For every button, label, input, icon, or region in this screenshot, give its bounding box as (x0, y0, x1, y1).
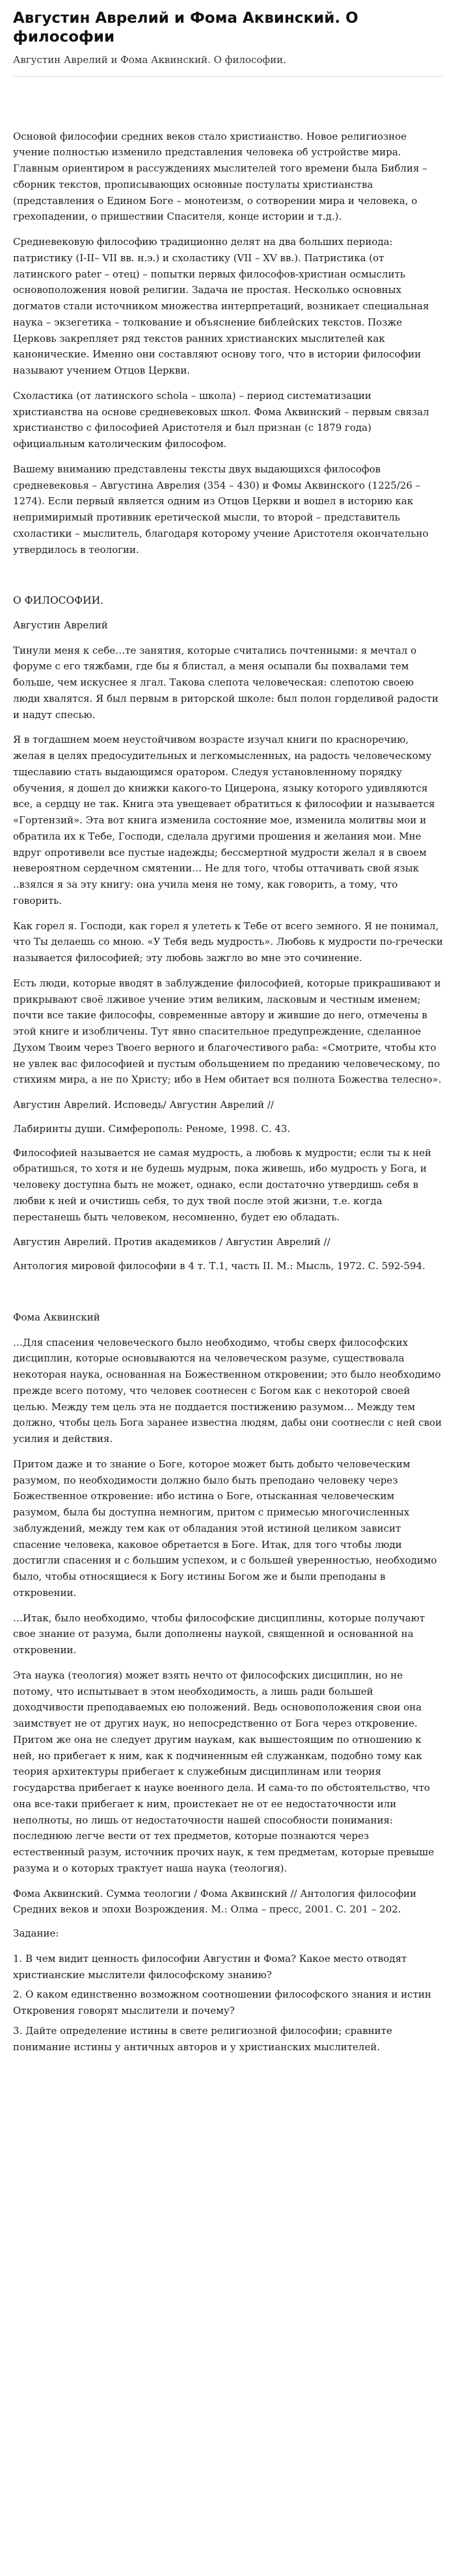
source-reference: Августин Аврелий. Исповедь/ Августин Аврелий // (13, 1099, 274, 1111)
quote-paragraph: Философией называется не самая мудрость, а любовь к мудрости; если ты к ней обратишься, то хотя и не будешь мудрым, пока живешь, ибо мудрость у Бога, и человеку доступна быть не может, однако, если достаточно утвердишь себя в любви к ней и очистишь себя, то дух твой после этой жизни, т.е. когда перестанешь быть человеком, несомненно, будет ею обладать. (13, 1146, 432, 1223)
quote-paragraph: …Итак, было необходимо, чтобы философские дисциплины, которые получают свое знание от разума, были дополнены наукой, священной и основанной на откровении. (13, 1612, 425, 1656)
tasks-label: Задание: (13, 1927, 59, 1940)
task-item: 1. В чем видит ценность философии Августин и Фома? Какое место отводят христианские мыслители философскому знанию? (13, 1952, 407, 1981)
section-heading: О ФИЛОСОФИИ. (13, 595, 104, 607)
intro-paragraph: Вашему вниманию представлены тексты двух выдающихся философов средневековья – Августина Аврелия (354 – 430) и Фомы Аквинского (1225/26 – 1274). Если первый является одним из Отцов Церкви и вошел в историю как непримиримый противник еретической мысли, то второй – представитель схоластики – мыслитель, благодаря которому учение Аристотеля окончательно утвердилось в теологии. (13, 463, 429, 556)
quote-paragraph: Как горел я. Господи, как горел я улететь к Тебе от всего земного. Я не понимал, что Ты делаешь со мною. «У Тебя ведь мудрость». Любовь к мудрости по-гречески называется философией; эту любовь зажгло во мне это сочинение. (13, 920, 443, 964)
intro-paragraph: Основой философии средних веков стало христианство. Новое религиозное учение полностью изменило представления человека об устройстве мира. Главным ориентиром в рассуждениях мыслителей того времени была Библия – сборник текстов, прописывающих основные постулаты христианства (представления о Едином Боге – монотеизм, о сотворении мира и человека, о грехопадении, о пришествии Спасителя, конце истории и т.д.). (13, 130, 427, 223)
quote-paragraph: Притом даже и то знание о Боге, которое может быть добыто человеческим разумом, по необходимости должно было быть преподано человеку через Божественное откровение: ибо истина о Боге, отысканная человеческим разумом, была бы доступна немногим, притом с примесью многочисленных заблуждений, между тем как от обладания этой истиной целиком зависит спасение человека, каковое обретается в Боге. Итак, для того чтобы люди достигли спасения и с большим успехом, и с большей уверенностью, необходимо было, чтобы относящиеся к Богу истины Богом же и были преподаны в откровении. (13, 1458, 437, 1599)
intro-paragraph: Схоластика (от латинского schola – школа) – период систематизации христианства на основе средневековых школ. Фома Аквинский – первым связал христианство с философией Аристотеля и был признан (с 1879 года) официальным католическим философом. (13, 389, 429, 450)
divider (13, 76, 443, 77)
quote-paragraph: Есть люди, которые вводят в заблуждение философией, которые прикрашивают и прикрывают своё лживое учение этим великим, ласковым и честным именем; почти все такие философы, современные автору и жившие до него, отмечены в этой книге и изобличены. Тут явно спасительное предупреждение, сделанное Духом Твоим через Твоего верного и благочестивого раба: «Смотрите, чтобы кто не увлек вас философией и пустым обольщением по преданию человеческому, по стихиям мира, а не по Христу; ибо в Нем обитает вся полнота Божества телесно». (13, 977, 442, 1086)
intro-section (13, 129, 443, 558)
author-name: Фома Аквинский (13, 1311, 100, 1323)
source-reference: Фома Аквинский. Сумма теологии / Фома Аквинский // Антология философии Средних веков и эпохи Возрождения. М.: Олма – пресс, 2001. С. 201 – 202. (13, 1887, 417, 1916)
intro-paragraph: Средневековую философию традиционно делят на два больших периода: патристику (I-II– VII вв. н.э.) и схоластику (VII – XV вв.). Патристика (от латинского pater – отец) – попытки первых философов-христиан осмыслить основоположения новой религии. Задача не простая. Несколько основных догматов стали источником множества интерпретаций, возникает специальная наука – экзегетика – толкование и объяснение библейских текстов. Позже Церковь закрепляет ряд текстов ранних христианских мыслителей как канонические. Именно они составляют основу того, что в истории философии называют учением Отцов Церкви. (13, 236, 429, 376)
source-reference: Августин Аврелий. Против академиков / Августин Аврелий // (13, 1236, 330, 1248)
source-reference: Антология мировой философии в 4 т. Т.1, часть II. М.: Мысль, 1972. С. 592-594. (13, 1260, 425, 1272)
quote-paragraph: Эта наука (теология) может взять нечто от философских дисциплин, но не потому, что испытывает в этом необходимость, а лишь ради большей доходчивости преподаваемых ею положений. Ведь основоположения свои она заимствует не от других наук, но непосредственно от Бога через откровение. Притом же она не следует другим наукам, как вышестоящим по отношению к ней, но прибегает к ним, как к подчиненным ей служанкам, подобно тому как теория архитектуры прибегает к служебным дисциплинам или теория государства прибегает к науке военного дела. И сама-то по обстоятельство, что она все-таки прибегает к ним, проистекает не от ее недостаточности или неполноты, но лишь от недостаточности нашей способности понимания: последнюю легче вести от тех предметов, которые познаются через естественный разум, источник прочих наук, к тем предметам, которые превыше разума и о которых трактует наша наука (теология). (13, 1669, 435, 1874)
augustine-section (13, 593, 443, 1274)
quote-paragraph: Я в тогдашнем моем неустойчивом возрасте изучал книги по красноречию, желая в целях предосудительных и легкомысленных, на радость человеческому тщеславию стать выдающимся оратором. Следуя установленному порядку обучения, я дошел до книжки какого-то Цицерона, языку которого удивляются все, а сердцу не так. Книга эта увещевает обратиться к философии и называется «Гортензий». Эта вот книга изменила состояние мое, изменила молитвы мои и обратила их к Тебе, Господи, сделала другими прошения и желания мои. Мне вдруг опротивели все пустые надежды; бессмертной мудрости желал я в своем невероятном сердечном смятении… Не для того, чтобы оттачивать свой язык ..взялся я за эту книгу: она учила меня не тому, как говорить, а тому, что говорить. (13, 734, 435, 907)
quote-paragraph: …Для спасения человеческого было необходимо, чтобы сверх философских дисциплин, которые основываются на человеческом разуме, существовала некоторая наука, основанная на Божественном откровении; это было необходимо прежде всего потому, что человек соотнесен с Богом как с некоторой своей целью. Между тем цель эта не поддается постижению разумом… Между тем должно, чтобы цель Бога заранее известна людям, дабы они соотнесли с ней свои усилия и действия. (13, 1336, 442, 1445)
source-reference: Лабиринты души. Симферополь: Реноме, 1998. С. 43. (13, 1122, 291, 1135)
page-title: Августин Аврелий и Фома Аквинский. О философии (13, 10, 358, 45)
tasks-section (13, 1926, 443, 2055)
task-item: 3. Дайте определение истины в свете религиозной философии; сравните понимание истины у античных авторов и у христианских мыслителей. (13, 2024, 392, 2053)
aquinas-section (13, 1309, 443, 1918)
author-name: Августин Аврелий (13, 619, 108, 631)
task-item: 2. О каком единственно возможном соотношении философского знания и истин Откровения говорят мыслители и почему? (13, 1989, 431, 2017)
quote-paragraph: Тинули меня к себе…те занятия, которые считались почтенными: я мечтал о форуме с его тяжбами, где бы я блистал, а меня осыпали бы похвалами тем больше, чем искуснее я лгал. Такова слепота человеческая: слепотою своею люди хвалятся. Я был первым в риторской школе: был полон горделивой радости и надут спесью. (13, 644, 438, 721)
subtitle: Августин Аврелий и Фома Аквинский. О философии. (13, 53, 286, 66)
